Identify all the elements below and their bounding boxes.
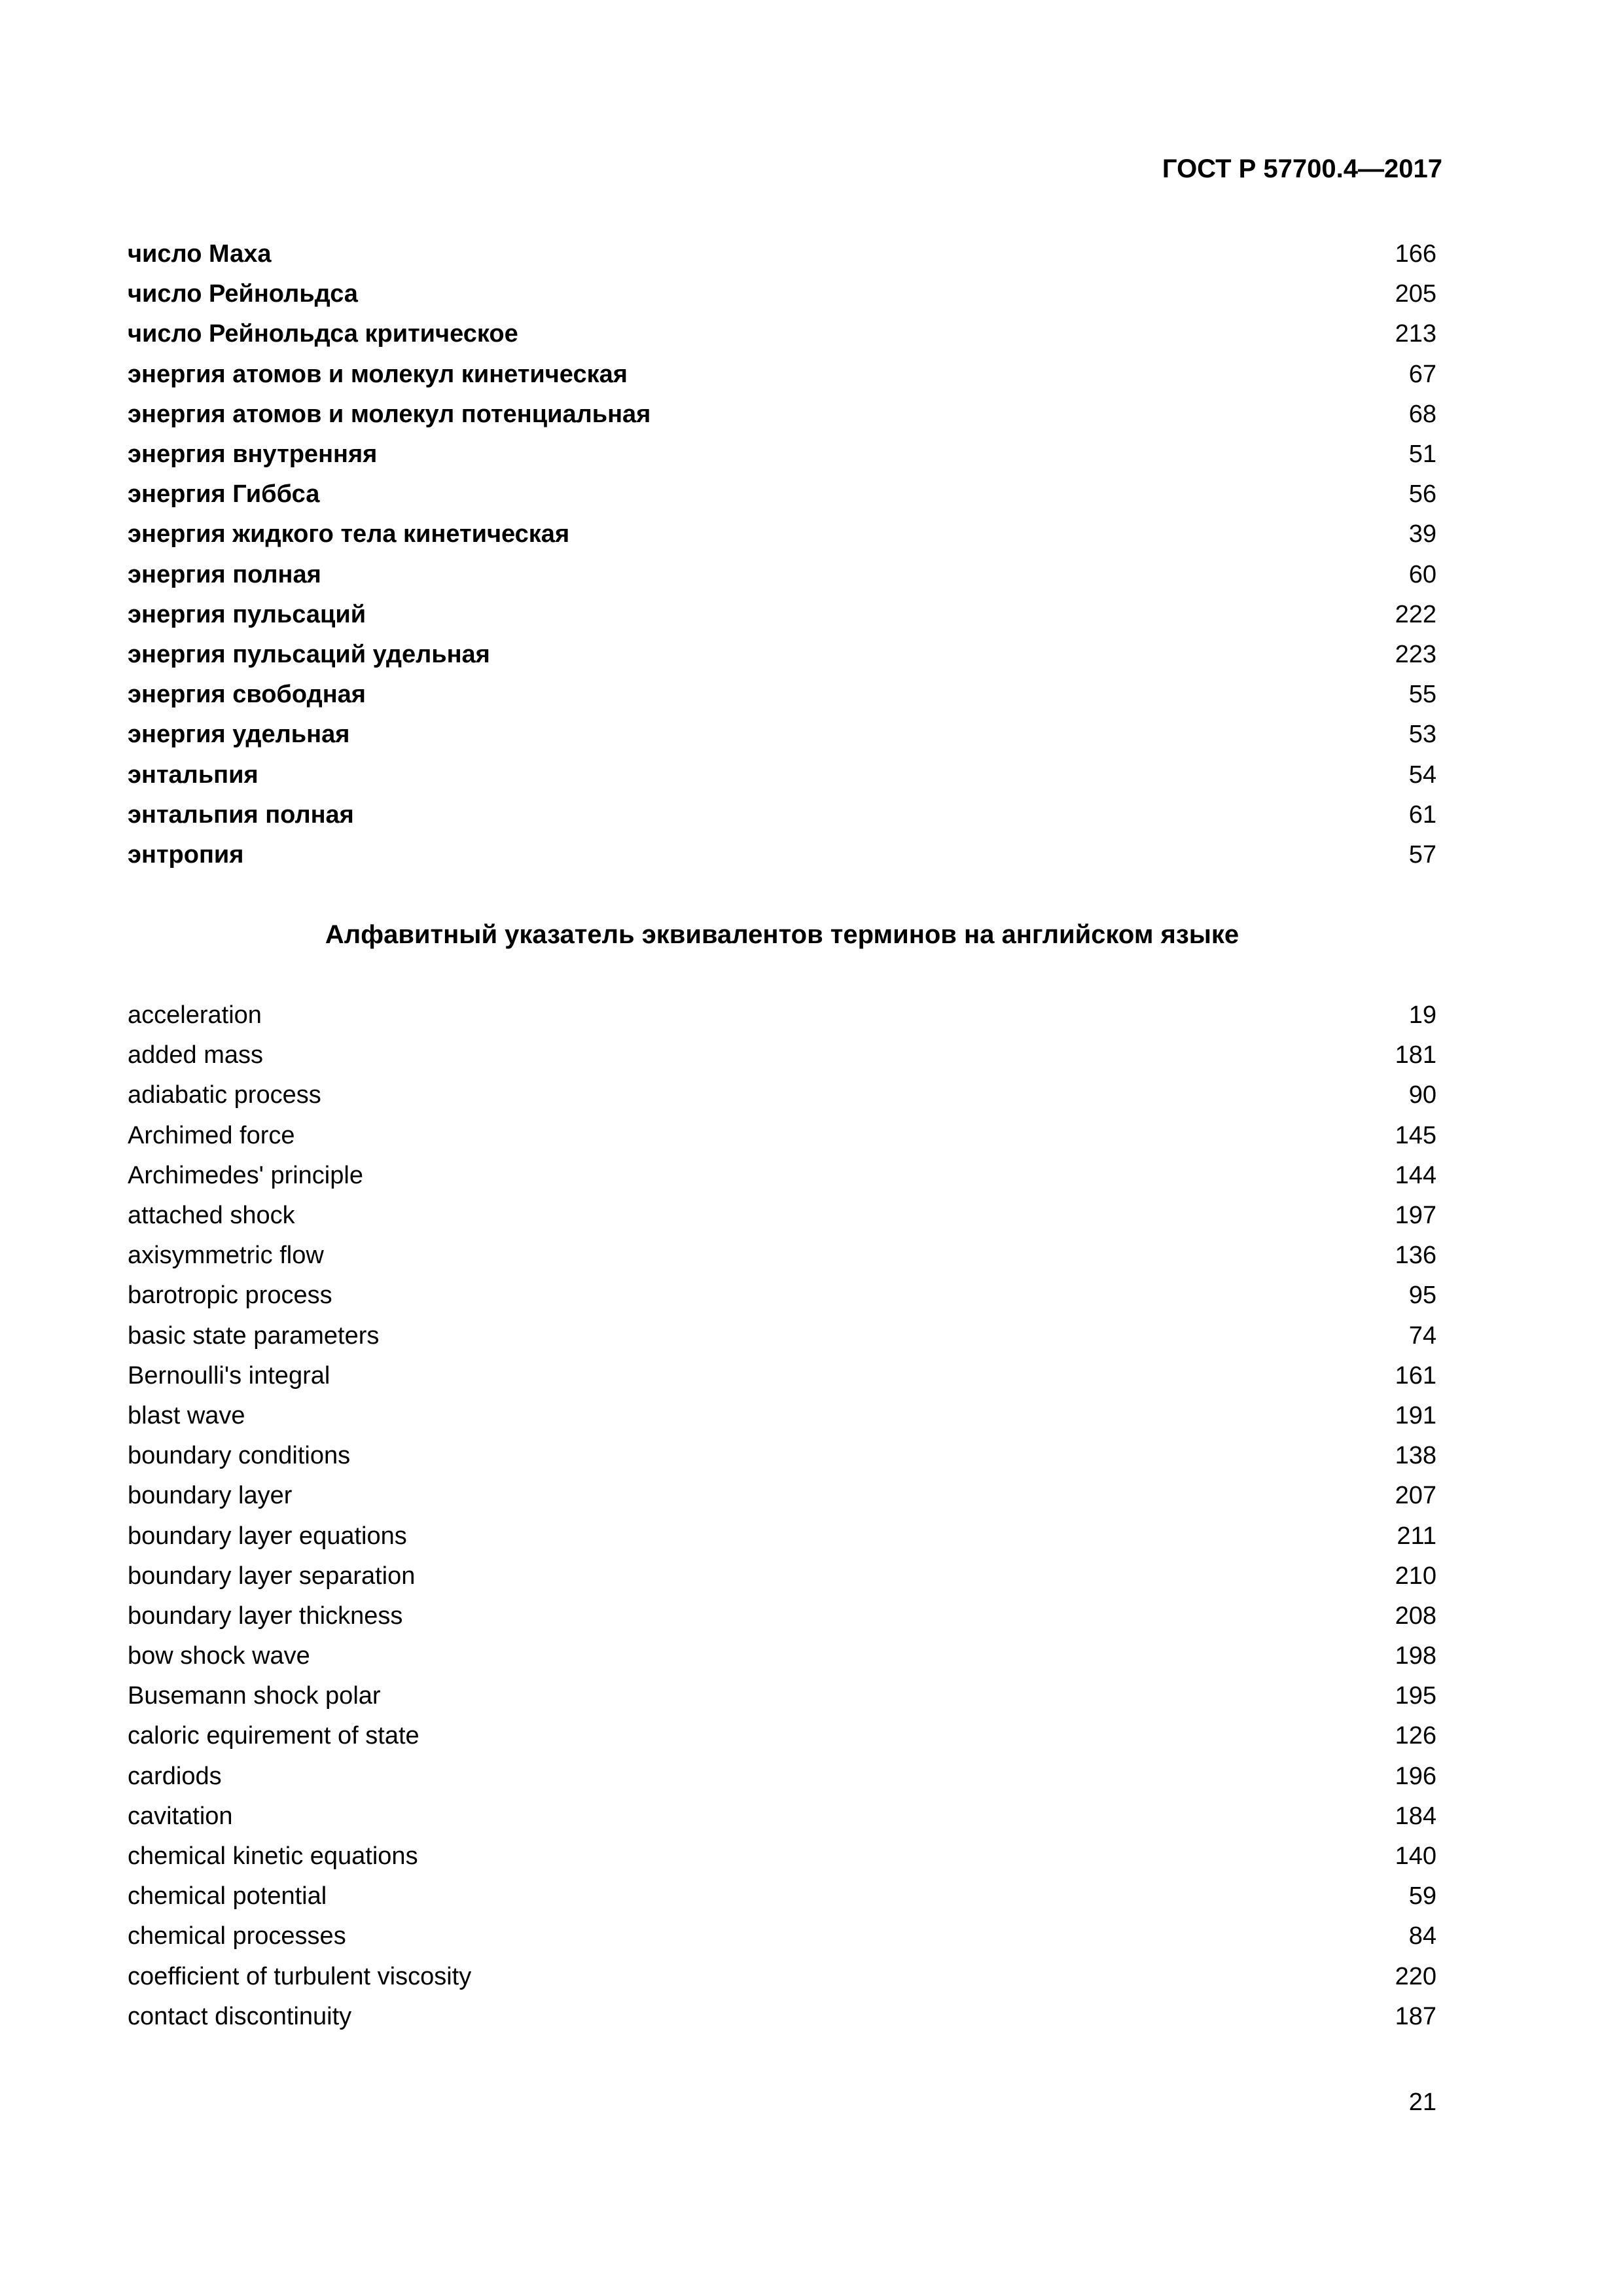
index-row — [128, 1516, 1436, 1556]
index-page-ref: 136 — [1395, 1242, 1436, 1270]
index-page-ref: 211 — [1397, 1522, 1436, 1550]
index-row — [128, 755, 1436, 795]
english-term-index — [128, 996, 1436, 2037]
index-row — [128, 1716, 1436, 1756]
index-page-ref: 161 — [1395, 1361, 1436, 1390]
index-row — [128, 1916, 1436, 1956]
index-page-ref: 195 — [1395, 1682, 1436, 1710]
index-row — [128, 274, 1436, 314]
index-page-ref: 68 — [1408, 400, 1436, 428]
index-row — [128, 555, 1436, 595]
index-term: chemical kinetic equations — [128, 1842, 418, 1871]
index-row — [128, 1757, 1436, 1797]
index-term: энергия жидкого тела кинетическая — [128, 520, 570, 548]
index-term: boundary layer equations — [128, 1522, 407, 1550]
index-page-ref: 19 — [1408, 1001, 1436, 1030]
index-term: число Рейнольдса критическое — [128, 320, 518, 348]
index-term: basic state parameters — [128, 1321, 380, 1350]
index-page-ref: 223 — [1395, 640, 1436, 668]
index-term: coefficient of turbulent viscosity — [128, 1962, 472, 1990]
index-page-ref: 187 — [1395, 2002, 1436, 2030]
index-page-ref: 181 — [1395, 1041, 1436, 1069]
index-term: adiabatic process — [128, 1081, 321, 1109]
index-row — [128, 234, 1436, 274]
index-row — [128, 1957, 1436, 1997]
index-term: axisymmetric flow — [128, 1242, 324, 1270]
index-term: cardiods — [128, 1762, 222, 1790]
page-number: 21 — [1408, 2089, 1436, 2116]
index-row — [128, 1556, 1436, 1596]
index-term: энтропия — [128, 840, 244, 869]
index-page-ref: 196 — [1395, 1762, 1436, 1790]
index-term: энергия атомов и молекул потенциальная — [128, 400, 651, 428]
index-page-ref: 51 — [1408, 440, 1436, 469]
index-page-ref: 210 — [1395, 1562, 1436, 1590]
index-term: caloric equirement of state — [128, 1722, 419, 1750]
index-row — [128, 395, 1436, 435]
index-term: энергия удельная — [128, 721, 350, 749]
index-row — [128, 1436, 1436, 1476]
index-page-ref: 59 — [1408, 1882, 1436, 1910]
index-term: энтальпия — [128, 761, 259, 789]
index-term: Bernoulli's integral — [128, 1361, 330, 1390]
index-row — [128, 1596, 1436, 1636]
index-term: acceleration — [128, 1001, 262, 1030]
index-row — [128, 314, 1436, 354]
index-term: blast wave — [128, 1401, 245, 1429]
index-page-ref: 191 — [1395, 1401, 1436, 1429]
index-row — [128, 514, 1436, 554]
index-term: barotropic process — [128, 1282, 332, 1310]
index-page-ref: 95 — [1408, 1282, 1436, 1310]
index-term: boundary conditions — [128, 1442, 351, 1470]
index-page-ref: 84 — [1408, 1922, 1436, 1950]
index-page-ref: 56 — [1408, 480, 1436, 509]
index-term: энергия внутренняя — [128, 440, 378, 469]
index-row — [128, 1276, 1436, 1316]
index-page-ref: 197 — [1395, 1202, 1436, 1230]
index-row — [128, 1797, 1436, 1837]
index-term: Archimed force — [128, 1121, 295, 1149]
index-row — [128, 1356, 1436, 1396]
index-page-ref: 145 — [1395, 1121, 1436, 1149]
index-row — [128, 1876, 1436, 1916]
index-page-ref: 138 — [1395, 1442, 1436, 1470]
index-page-ref: 74 — [1408, 1321, 1436, 1350]
index-page-ref: 184 — [1395, 1802, 1436, 1830]
index-term: Busemann shock polar — [128, 1682, 381, 1710]
index-page-ref: 53 — [1408, 721, 1436, 749]
index-page-ref: 54 — [1408, 761, 1436, 789]
index-row — [128, 996, 1436, 1035]
index-row — [128, 1997, 1436, 2037]
index-term: энергия атомов и молекул кинетическая — [128, 360, 628, 388]
russian-term-index — [128, 234, 1436, 875]
index-row — [128, 355, 1436, 395]
index-page-ref: 60 — [1408, 560, 1436, 588]
index-term: энтальпия полная — [128, 800, 354, 829]
index-row — [128, 1075, 1436, 1115]
index-page-ref: 198 — [1395, 1642, 1436, 1670]
index-page-ref: 57 — [1408, 840, 1436, 869]
index-term: число Маха — [128, 240, 272, 268]
index-term: bow shock wave — [128, 1642, 310, 1670]
index-term: cavitation — [128, 1802, 233, 1830]
index-page-ref: 220 — [1395, 1962, 1436, 1990]
index-term: chemical processes — [128, 1922, 346, 1950]
index-term: contact discontinuity — [128, 2002, 352, 2030]
index-page-ref: 166 — [1395, 240, 1436, 268]
index-page-ref: 144 — [1395, 1161, 1436, 1189]
index-row — [128, 1476, 1436, 1516]
index-row — [128, 795, 1436, 835]
index-page-ref: 39 — [1408, 520, 1436, 548]
index-page-ref: 67 — [1408, 360, 1436, 388]
index-term: Archimedes' principle — [128, 1161, 363, 1189]
index-page-ref: 205 — [1395, 280, 1436, 308]
index-term: энергия полная — [128, 560, 321, 588]
index-row — [128, 435, 1436, 475]
index-term: энергия пульсаций — [128, 600, 366, 628]
index-page-ref: 126 — [1395, 1722, 1436, 1750]
index-row — [128, 1396, 1436, 1436]
index-row — [128, 635, 1436, 675]
index-term: chemical potential — [128, 1882, 327, 1910]
index-term: энергия Гиббса — [128, 480, 320, 509]
index-row — [128, 1636, 1436, 1676]
index-term: boundary layer thickness — [128, 1602, 403, 1630]
index-term: число Рейнольдса — [128, 280, 358, 308]
index-term: added mass — [128, 1041, 264, 1069]
index-page-ref: 140 — [1395, 1842, 1436, 1871]
index-row — [128, 475, 1436, 514]
document-standard-id: ГОСТ Р 57700.4—2017 — [1162, 154, 1442, 183]
index-row — [128, 595, 1436, 635]
index-page-ref: 90 — [1408, 1081, 1436, 1109]
index-page-ref: 207 — [1395, 1482, 1436, 1510]
index-row — [128, 1676, 1436, 1716]
index-term: энергия свободная — [128, 681, 366, 709]
index-term: boundary layer separation — [128, 1562, 416, 1590]
index-row — [128, 1035, 1436, 1075]
index-page-ref: 61 — [1408, 800, 1436, 829]
index-page-ref: 208 — [1395, 1602, 1436, 1630]
index-term: attached shock — [128, 1202, 295, 1230]
index-row — [128, 1116, 1436, 1156]
index-row — [128, 715, 1436, 755]
english-index-heading: Алфавитный указатель эквивалентов терминов на английском языке — [325, 920, 1240, 949]
index-page-ref: 222 — [1395, 600, 1436, 628]
index-row — [128, 1156, 1436, 1196]
index-row — [128, 1196, 1436, 1236]
index-row — [128, 1837, 1436, 1876]
index-row — [128, 675, 1436, 715]
index-term: энергия пульсаций удельная — [128, 640, 490, 668]
index-page-ref: 55 — [1408, 681, 1436, 709]
index-row — [128, 1316, 1436, 1356]
index-page-ref: 213 — [1395, 320, 1436, 348]
index-term: boundary layer — [128, 1482, 293, 1510]
index-row — [128, 835, 1436, 875]
index-row — [128, 1236, 1436, 1276]
